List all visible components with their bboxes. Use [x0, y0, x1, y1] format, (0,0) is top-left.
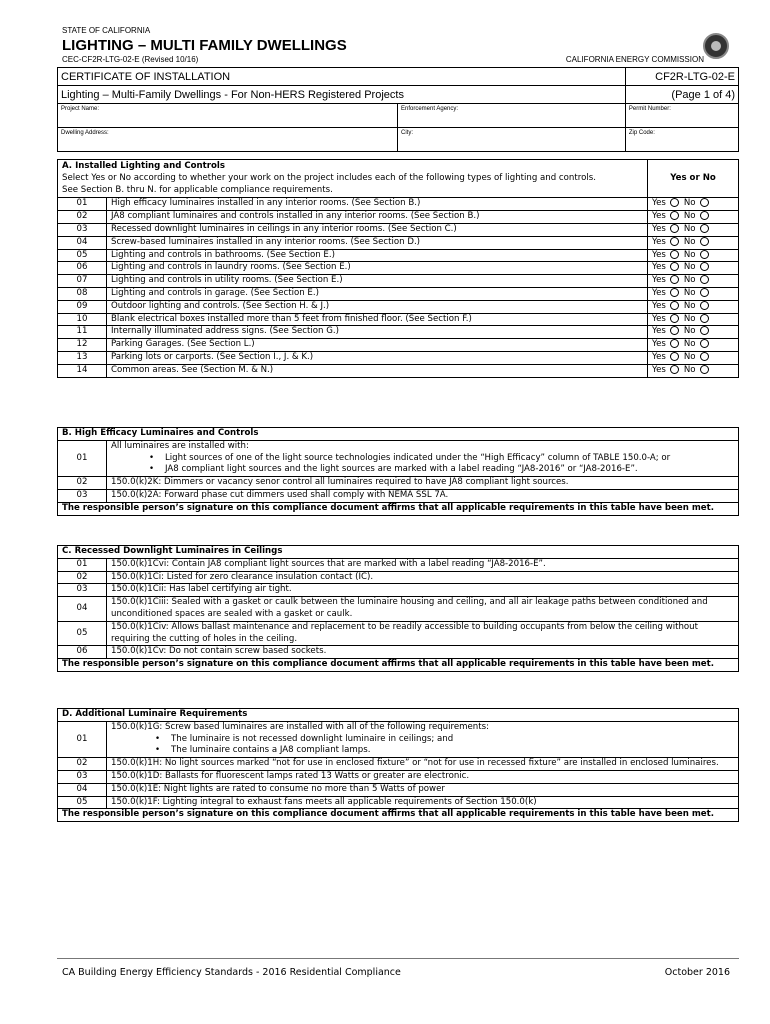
- yes-no-cell: [648, 339, 739, 352]
- yes-label: Yes: [652, 236, 666, 247]
- yes-no-cell: [648, 275, 739, 288]
- yes-radio[interactable]: [670, 250, 679, 259]
- row-number: 05: [58, 796, 107, 809]
- row-number: 02: [58, 477, 107, 490]
- yes-no-cell: [648, 364, 739, 377]
- yes-no-cell: [648, 223, 739, 236]
- yes-radio[interactable]: [670, 326, 679, 335]
- row-description: Parking Garages. (See Section L.): [107, 339, 648, 352]
- agency-name: CALIFORNIA ENERGY COMMISSION: [565, 55, 704, 64]
- section-a-instruction-2: See Section B. thru N. for applicable compliance requirements.: [62, 184, 333, 195]
- certificate-title: CERTIFICATE OF INSTALLATION: [58, 68, 626, 86]
- city-field[interactable]: City:: [398, 128, 626, 152]
- row-description: Screw-based luminaires installed in any interior rooms. (See Section D.): [107, 236, 648, 249]
- no-label: No: [683, 300, 696, 311]
- row-number: 07: [58, 275, 107, 288]
- requirement-text: 150.0(k)2K: Dimmers or vacancy senor control all luminaires required to have JA8 compliant light sources.: [107, 477, 739, 490]
- no-label: No: [683, 313, 696, 324]
- table-row: [58, 584, 739, 597]
- row-description: Lighting and controls in utility rooms. (See Section E.): [107, 275, 648, 288]
- row-description: Lighting and controls in bathrooms. (See Section E.): [107, 249, 648, 262]
- footer-divider: [57, 958, 739, 959]
- yes-radio[interactable]: [670, 262, 679, 271]
- no-radio[interactable]: [700, 275, 709, 284]
- row-number: 02: [58, 571, 107, 584]
- row-number: 09: [58, 300, 107, 313]
- yes-no-cell: [648, 236, 739, 249]
- section-b-table: [57, 427, 739, 516]
- certificate-subtitle: Lighting – Multi-Family Dwellings - For Non-HERS Registered Projects: [58, 86, 626, 104]
- footer-date: October 2016: [664, 967, 730, 978]
- yes-label: Yes: [652, 339, 666, 350]
- no-radio[interactable]: [700, 365, 709, 374]
- requirement-text: 150.0(k)2A: Forward phase cut dimmers used shall comply with NEMA SSL 7A.: [107, 489, 739, 502]
- row-number: 03: [58, 489, 107, 502]
- affirmation-statement: The responsible person’s signature on this compliance document affirms that all applicable requirements in this table have been met.: [58, 809, 739, 822]
- row-number: 13: [58, 351, 107, 364]
- no-label: No: [683, 339, 696, 350]
- yes-no-cell: [648, 326, 739, 339]
- yes-label: Yes: [652, 249, 666, 260]
- row-number: 03: [58, 770, 107, 783]
- affirmation-statement: The responsible person’s signature on this compliance document affirms that all applicable requirements in this table have been met.: [58, 502, 739, 515]
- section-c-title: C. Recessed Downlight Luminaires in Ceilings: [58, 546, 739, 559]
- row-number: 04: [58, 597, 107, 622]
- table-row: [58, 198, 739, 211]
- row-description: Parking lots or carports. (See Section I., J. & K.): [107, 351, 648, 364]
- table-row: [58, 211, 739, 224]
- no-label: No: [683, 351, 696, 362]
- yes-radio[interactable]: [670, 211, 679, 220]
- yes-label: Yes: [652, 275, 666, 286]
- yes-radio[interactable]: [670, 301, 679, 310]
- row-number: 06: [58, 646, 107, 659]
- no-radio[interactable]: [700, 250, 709, 259]
- yes-label: Yes: [652, 287, 666, 298]
- yes-label: Yes: [652, 211, 666, 222]
- yes-no-cell: [648, 211, 739, 224]
- section-a-instruction-1: Select Yes or No according to whether your work on the project includes each of the following types of lighting and controls.: [62, 172, 596, 183]
- yes-no-cell: [648, 249, 739, 262]
- yes-label: Yes: [652, 262, 666, 273]
- requirement-text: 150.0(k)1Cv: Do not contain screw based sockets.: [107, 646, 739, 659]
- no-radio[interactable]: [700, 198, 709, 207]
- bullet-item: • The luminaire is not recessed downlight luminaire in ceilings; and: [111, 734, 734, 746]
- row-number: 11: [58, 326, 107, 339]
- certificate-header-table: [57, 67, 739, 152]
- row-description: Outdoor lighting and controls. (See Section H. & J.): [107, 300, 648, 313]
- yes-no-cell: [648, 287, 739, 300]
- requirement-text: 150.0(k)1Cii: Has label certifying air tight.: [107, 584, 739, 597]
- row-description: Blank electrical boxes installed more than 5 feet from finished floor. (See Section F.): [107, 313, 648, 326]
- section-b-title: B. High Efficacy Luminaires and Controls: [58, 428, 739, 441]
- yes-radio[interactable]: [670, 237, 679, 246]
- table-row: [58, 796, 739, 809]
- no-label: No: [683, 262, 696, 273]
- energy-commission-seal-icon: [703, 33, 729, 59]
- yes-no-cell: [648, 262, 739, 275]
- yes-label: Yes: [652, 364, 666, 375]
- row-number: 02: [58, 211, 107, 224]
- no-label: No: [683, 211, 696, 222]
- yes-no-cell: [648, 351, 739, 364]
- row-number: 04: [58, 236, 107, 249]
- table-row: [58, 262, 739, 275]
- row-description: Lighting and controls in garage. (See Section E.): [107, 287, 648, 300]
- zip-code-field[interactable]: Zip Code:: [625, 128, 738, 152]
- yes-label: Yes: [652, 326, 666, 337]
- table-row: [58, 351, 739, 364]
- row-number: 05: [58, 621, 107, 646]
- requirement-text: 150.0(k)1E: Night lights are rated to consume no more than 5 Watts of power: [107, 783, 739, 796]
- no-label: No: [683, 198, 696, 209]
- yes-radio[interactable]: [670, 314, 679, 323]
- no-label: No: [683, 223, 696, 234]
- permit-number-field[interactable]: Permit Number:: [625, 104, 738, 128]
- no-radio[interactable]: [700, 237, 709, 246]
- row-number: 01: [58, 721, 107, 757]
- no-label: No: [683, 275, 696, 286]
- row-description: Lighting and controls in laundry rooms. (See Section E.): [107, 262, 648, 275]
- yes-radio[interactable]: [670, 365, 679, 374]
- requirement-text: 150.0(k)1D: Ballasts for fluorescent lamps rated 13 Watts or greater are electronic.: [107, 770, 739, 783]
- enforcement-agency-field[interactable]: Enforcement Agency:: [398, 104, 626, 128]
- table-row: [58, 223, 739, 236]
- table-row: [58, 287, 739, 300]
- row-number: 05: [58, 249, 107, 262]
- yes-label: Yes: [652, 313, 666, 324]
- table-row: [58, 770, 739, 783]
- no-label: No: [683, 287, 696, 298]
- table-row: [58, 275, 739, 288]
- no-label: No: [683, 249, 696, 260]
- table-row: [58, 236, 739, 249]
- no-radio[interactable]: [700, 224, 709, 233]
- row-number: 01: [58, 558, 107, 571]
- project-name-field[interactable]: Project Name:: [58, 104, 398, 128]
- requirement-text: 150.0(k)1Ciii: Sealed with a gasket or caulk between the luminaire housing and ceiling, and all air leakage paths between conditioned and unconditioned spaces are sealed with a gasket or caulk.: [107, 597, 739, 622]
- no-label: No: [683, 236, 696, 247]
- yes-label: Yes: [652, 198, 666, 209]
- requirement-text: 150.0(k)1Cvi: Contain JA8 compliant light sources that are marked with a label reading “JA8-2016-E”.: [107, 558, 739, 571]
- row-number: 01: [58, 440, 107, 476]
- yes-radio[interactable]: [670, 352, 679, 361]
- table-row: [58, 621, 739, 646]
- row-number: 01: [58, 198, 107, 211]
- yes-radio[interactable]: [670, 288, 679, 297]
- no-radio[interactable]: [700, 301, 709, 310]
- yes-radio[interactable]: [670, 198, 679, 207]
- row-description: JA8 compliant luminaires and controls installed in any interior rooms. (See Section B.): [107, 211, 648, 224]
- no-radio[interactable]: [700, 288, 709, 297]
- requirement-text: [107, 440, 739, 476]
- row-number: 03: [58, 223, 107, 236]
- yes-radio[interactable]: [670, 275, 679, 284]
- state-label: STATE OF CALIFORNIA: [62, 26, 151, 35]
- no-radio[interactable]: [700, 352, 709, 361]
- requirement-text: 150.0(k)1F: Lighting integral to exhaust fans meets all applicable requirements of Section 150.0(k): [107, 796, 739, 809]
- yes-radio[interactable]: [670, 339, 679, 348]
- affirmation-statement: The responsible person’s signature on this compliance document affirms that all applicable requirements in this table have been met.: [58, 659, 739, 672]
- table-row: [58, 783, 739, 796]
- footer-standards: CA Building Energy Efficiency Standards - 2016 Residential Compliance: [62, 967, 401, 978]
- yes-no-header: Yes or No: [648, 160, 739, 198]
- table-row: [58, 339, 739, 352]
- table-row: [58, 326, 739, 339]
- table-row: [58, 571, 739, 584]
- no-radio[interactable]: [700, 211, 709, 220]
- table-row: [58, 646, 739, 659]
- yes-label: Yes: [652, 223, 666, 234]
- requirement-intro: All luminaires are installed with:: [111, 440, 249, 451]
- table-row: [58, 300, 739, 313]
- dwelling-address-field[interactable]: Dwelling Address:: [58, 128, 398, 152]
- row-number: 10: [58, 313, 107, 326]
- section-a-title: A. Installed Lighting and Controls: [62, 161, 225, 171]
- yes-no-cell: [648, 300, 739, 313]
- section-a-table: [57, 159, 739, 378]
- row-description: Common areas. See (Section M. & N.): [107, 364, 648, 377]
- requirement-intro: 150.0(k)1G: Screw based luminaires are installed with all of the following requirements:: [111, 721, 489, 732]
- yes-label: Yes: [652, 300, 666, 311]
- no-label: No: [683, 364, 696, 375]
- row-number: 03: [58, 584, 107, 597]
- no-radio[interactable]: [700, 314, 709, 323]
- table-row: [58, 249, 739, 262]
- no-radio[interactable]: [700, 326, 709, 335]
- requirement-text: 150.0(k)1H: No light sources marked “not for use in enclosed fixture” or “not for use in recessed fixture” are installed in enclosed luminaires.: [107, 758, 739, 771]
- yes-no-cell: [648, 198, 739, 211]
- page-title: LIGHTING – MULTI FAMILY DWELLINGS: [62, 37, 347, 54]
- row-number: 08: [58, 287, 107, 300]
- section-c-table: [57, 545, 739, 672]
- page-number: (Page 1 of 4): [625, 86, 738, 104]
- table-row: [58, 597, 739, 622]
- no-label: No: [683, 326, 696, 337]
- bullet-item: • The luminaire contains a JA8 compliant lamps.: [111, 745, 734, 757]
- yes-label: Yes: [652, 351, 666, 362]
- requirement-text: 150.0(k)1Ci: Listed for zero clearance insulation contact (IC).: [107, 571, 739, 584]
- section-d-title: D. Additional Luminaire Requirements: [58, 709, 739, 722]
- row-number: 06: [58, 262, 107, 275]
- row-number: 12: [58, 339, 107, 352]
- section-d-table: [57, 708, 739, 822]
- table-row: [58, 558, 739, 571]
- requirement-text: 150.0(k)1Civ: Allows ballast maintenance and replacement to be readily accessible to building occupants from below the ceiling without requiring the cutting of holes in the ceiling.: [107, 621, 739, 646]
- table-row: [58, 364, 739, 377]
- row-description: Internally illuminated address signs. (See Section G.): [107, 326, 648, 339]
- row-number: 14: [58, 364, 107, 377]
- section-a-header: [58, 160, 648, 198]
- yes-no-cell: [648, 313, 739, 326]
- row-number: 04: [58, 783, 107, 796]
- requirement-text: [107, 721, 739, 757]
- bullet-item: • Light sources of one of the light source technologies indicated under the “High Efficacy” column of TABLE 150.0-A; or: [111, 453, 734, 465]
- table-row: [58, 313, 739, 326]
- row-description: High efficacy luminaires installed in any interior rooms. (See Section B.): [107, 198, 648, 211]
- form-code: CEC-CF2R-LTG-02-E (Revised 10/16): [62, 55, 199, 64]
- table-row: [58, 758, 739, 771]
- row-number: 02: [58, 758, 107, 771]
- no-radio[interactable]: [700, 339, 709, 348]
- certificate-form-id: CF2R-LTG-02-E: [625, 68, 738, 86]
- bullet-item: • JA8 compliant light sources and the light sources are marked with a label reading “JA8-2016” or “JA8-2016-E”.: [111, 464, 734, 476]
- no-radio[interactable]: [700, 262, 709, 271]
- yes-radio[interactable]: [670, 224, 679, 233]
- row-description: Recessed downlight luminaires in ceilings in any interior rooms. (See Section C.): [107, 223, 648, 236]
